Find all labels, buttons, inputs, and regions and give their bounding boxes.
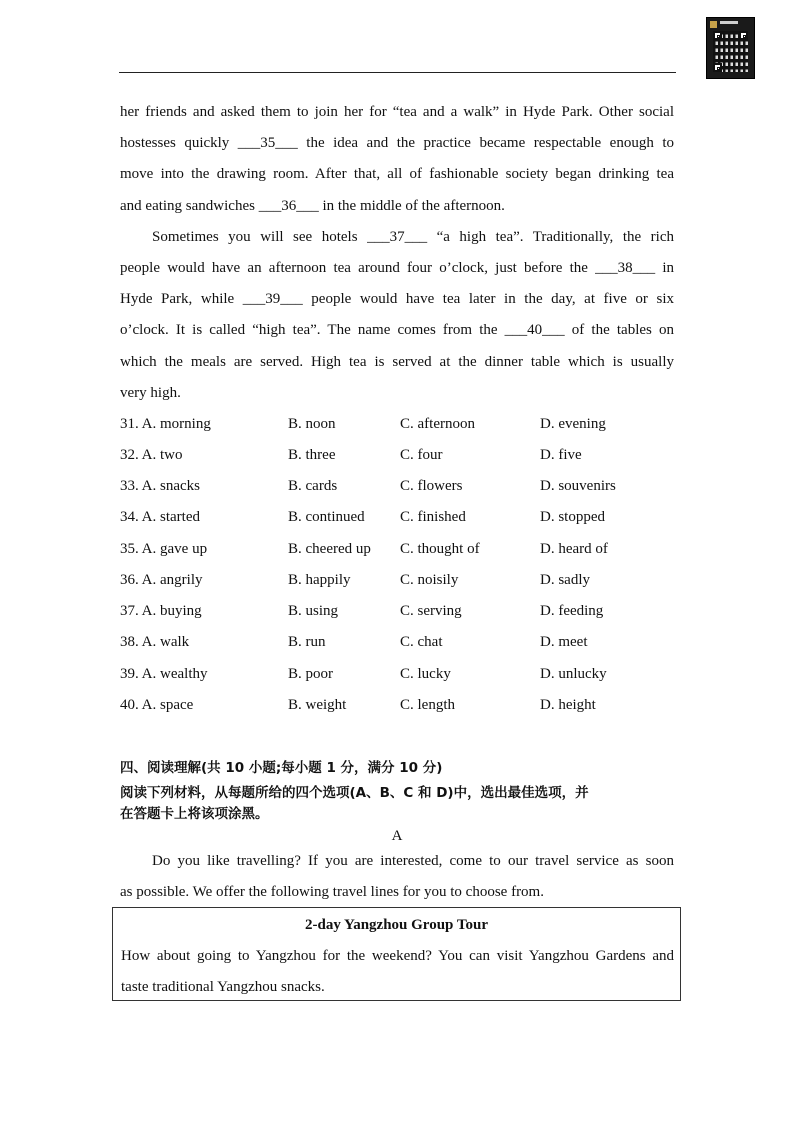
passage-line: very high. bbox=[120, 385, 181, 401]
option-b: B. continued bbox=[288, 509, 365, 525]
option-a: 31. A. morning bbox=[120, 416, 211, 432]
passage-line: o’clock. It is called “high tea”. The name comes from the ___40___ of the tables on bbox=[120, 322, 674, 338]
passage-line: hostesses quickly ___35___ the idea and the practice became respectable enough to bbox=[120, 135, 674, 151]
option-a: 35. A. gave up bbox=[120, 541, 208, 557]
qr-code-image bbox=[706, 17, 755, 79]
tour-info-box bbox=[112, 907, 681, 1001]
option-c: C. lucky bbox=[400, 666, 451, 682]
option-b: B. cheered up bbox=[288, 541, 371, 557]
option-d: D. feeding bbox=[540, 603, 604, 619]
option-a: 34. A. started bbox=[120, 509, 200, 525]
option-b: B. weight bbox=[288, 697, 347, 713]
option-a: 38. A. walk bbox=[120, 634, 190, 650]
option-c: C. four bbox=[400, 447, 443, 463]
intro-line: as possible. We offer the following travel lines for you to choose from. bbox=[120, 884, 544, 900]
option-a: 32. A. two bbox=[120, 447, 183, 463]
option-d: D. five bbox=[540, 447, 582, 463]
option-d: D. unlucky bbox=[540, 666, 607, 682]
option-b: B. happily bbox=[288, 572, 351, 588]
passage-line: move into the drawing room. After that, all of fashionable society began drinking tea bbox=[120, 166, 674, 182]
passage-line: which the meals are served. High tea is served at the dinner table which is usually bbox=[120, 354, 674, 370]
passage-line: her friends and asked them to join her for “tea and a walk” in Hyde Park. Other social bbox=[120, 104, 674, 120]
option-c: C. thought of bbox=[400, 541, 480, 557]
tour-description: taste traditional Yangzhou snacks. bbox=[121, 979, 325, 995]
option-d: D. heard of bbox=[540, 541, 608, 557]
option-a: 36. A. angrily bbox=[120, 572, 203, 588]
section-heading: 四、阅读理解(共 10 小题;每小题 1 分，满分 10 分) bbox=[120, 760, 443, 776]
intro-line: Do you like travelling? If you are interested, come to our travel service as soon bbox=[152, 853, 674, 869]
option-c: C. flowers bbox=[400, 478, 463, 494]
part-label: A bbox=[391, 828, 403, 844]
passage-line: Sometimes you will see hotels ___37___ “a high tea”. Traditionally, the rich bbox=[152, 229, 674, 245]
passage-line: people would have an afternoon tea around four o’clock, just before the ___38___ in bbox=[120, 260, 674, 276]
option-c: C. length bbox=[400, 697, 455, 713]
option-b: B. using bbox=[288, 603, 339, 619]
section-instruction: 在答题卡上将该项涂黑。 bbox=[120, 806, 269, 822]
option-d: D. sadly bbox=[540, 572, 590, 588]
tour-title: 2-day Yangzhou Group Tour bbox=[305, 917, 488, 933]
option-c: C. serving bbox=[400, 603, 462, 619]
option-c: C. noisily bbox=[400, 572, 459, 588]
option-c: C. afternoon bbox=[400, 416, 475, 432]
passage-line: and eating sandwiches ___36___ in the middle of the afternoon. bbox=[120, 198, 505, 214]
option-d: D. evening bbox=[540, 416, 606, 432]
option-d: D. souvenirs bbox=[540, 478, 616, 494]
passage-line: Hyde Park, while ___39___ people would have tea later in the day, at five or six bbox=[120, 291, 674, 307]
option-b: B. run bbox=[288, 634, 326, 650]
option-a: 37. A. buying bbox=[120, 603, 202, 619]
option-b: B. noon bbox=[288, 416, 336, 432]
tour-description: How about going to Yangzhou for the weekend? You can visit Yangzhou Gardens and bbox=[121, 948, 674, 964]
option-d: D. meet bbox=[540, 634, 588, 650]
option-b: B. three bbox=[288, 447, 336, 463]
option-b: B. poor bbox=[288, 666, 333, 682]
section-instruction: 阅读下列材料，从每题所给的四个选项(A、B、C 和 D)中，选出最佳选项，并 bbox=[120, 785, 589, 801]
option-a: 33. A. snacks bbox=[120, 478, 200, 494]
logo-icon bbox=[710, 21, 717, 28]
header-divider bbox=[119, 72, 676, 73]
option-a: 39. A. wealthy bbox=[120, 666, 208, 682]
option-b: B. cards bbox=[288, 478, 338, 494]
option-d: D. stopped bbox=[540, 509, 605, 525]
option-c: C. chat bbox=[400, 634, 443, 650]
option-a: 40. A. space bbox=[120, 697, 194, 713]
option-d: D. height bbox=[540, 697, 596, 713]
option-c: C. finished bbox=[400, 509, 466, 525]
